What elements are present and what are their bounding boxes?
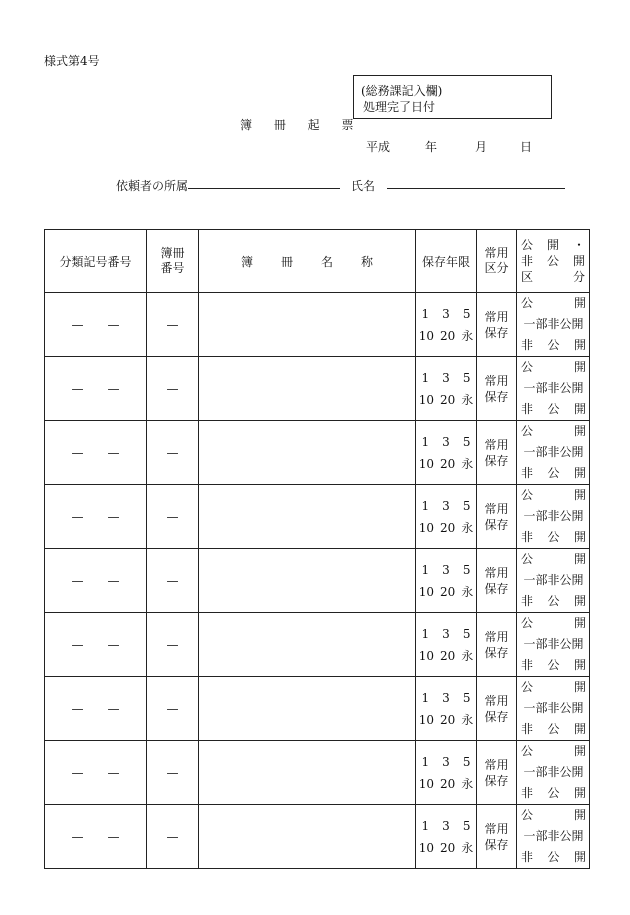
regular-use-l1: 常用 (484, 757, 509, 772)
disclosure-option-public[interactable] (521, 485, 586, 506)
book-name-cell[interactable] (199, 421, 416, 485)
retention-option[interactable]: 10 (418, 776, 434, 791)
disclosure-opt1-a: 公 (521, 424, 534, 438)
regular-use-l1: 常用 (484, 309, 509, 324)
retention-option[interactable]: 永 (461, 712, 474, 727)
book-no-cell[interactable] (147, 677, 199, 741)
retention-option[interactable]: 20 (439, 392, 456, 407)
disclosure-opt1-b: 開 (573, 488, 586, 502)
table-row (45, 293, 590, 357)
regular-use-cell[interactable] (477, 549, 517, 613)
admin-box-date-label: 処理完了日付 (363, 100, 436, 114)
col-header-book-name-1: 簿 (240, 254, 253, 269)
disclosure-option-public[interactable] (521, 741, 586, 762)
retention-option[interactable]: 10 (418, 456, 434, 471)
class-dash: — (107, 317, 120, 332)
disclosure-opt3-b: 公 (547, 402, 560, 416)
book-no-cell[interactable] (147, 549, 199, 613)
page-title: 簿 冊 起 票 (240, 118, 363, 132)
disclosure-opt3-b: 公 (547, 850, 560, 864)
disclosure-option-public[interactable] (521, 805, 586, 826)
class-dash: — (107, 829, 120, 844)
class-dash: — (107, 637, 120, 652)
regular-use-cell[interactable] (477, 677, 517, 741)
col-header-regular-l1: 常用 (484, 246, 509, 260)
book-name-cell[interactable] (199, 805, 416, 869)
table-row (45, 613, 590, 677)
retention-option[interactable]: 3 (442, 306, 450, 321)
retention-option[interactable]: 永 (461, 584, 474, 599)
regular-use-cell[interactable] (477, 613, 517, 677)
book-no-dash: — (166, 509, 179, 524)
ledger-table (44, 229, 590, 869)
date-era: 平成 (366, 140, 391, 154)
disc-hdr-1c: ・ (572, 238, 585, 252)
disclosure-option-partial[interactable]: 一部非公開 (523, 829, 584, 843)
retention-cell[interactable] (416, 549, 477, 613)
disclosure-opt3-c: 開 (573, 338, 586, 352)
class-dash: — (107, 765, 120, 780)
col-header-book-no (147, 230, 199, 293)
regular-use-cell[interactable] (477, 741, 517, 805)
disclosure-opt3-c: 開 (573, 722, 586, 736)
regular-use-l2: 保存 (484, 389, 509, 404)
disclosure-opt3-b: 公 (547, 722, 560, 736)
book-no-cell[interactable] (147, 741, 199, 805)
retention-option[interactable]: 5 (462, 818, 471, 833)
col-header-disclosure (517, 230, 590, 293)
disclosure-option-private[interactable] (521, 719, 586, 740)
date-year-label[interactable]: 年 (425, 140, 438, 154)
retention-option[interactable]: 永 (461, 392, 474, 407)
class-code-cell[interactable] (45, 485, 147, 549)
retention-option[interactable]: 永 (461, 328, 474, 343)
disc-hdr-2b: 公 (546, 254, 559, 268)
retention-option[interactable]: 永 (461, 456, 474, 471)
retention-option[interactable]: 3 (442, 498, 450, 513)
retention-option[interactable]: 20 (439, 648, 456, 663)
regular-use-cell[interactable] (477, 485, 517, 549)
retention-option[interactable]: 1 (421, 498, 430, 513)
retention-option[interactable]: 1 (421, 626, 430, 641)
disclosure-cell[interactable] (517, 805, 590, 869)
retention-option[interactable]: 10 (418, 520, 434, 535)
table-row (45, 421, 590, 485)
col-header-regular-l2: 区分 (484, 261, 509, 275)
disclosure-cell[interactable] (517, 549, 590, 613)
retention-option[interactable]: 5 (462, 370, 471, 385)
regular-use-l2: 保存 (484, 581, 509, 596)
disclosure-option-private[interactable] (521, 847, 586, 868)
regular-use-l2: 保存 (484, 645, 509, 660)
retention-option[interactable]: 1 (421, 690, 430, 705)
disclosure-opt3-c: 開 (573, 466, 586, 480)
disclosure-cell[interactable] (517, 677, 590, 741)
disclosure-option-private[interactable] (521, 399, 586, 420)
form-number: 様式第4号 (44, 54, 100, 68)
regular-use-l2: 保存 (484, 517, 509, 532)
disclosure-opt3-a: 非 (521, 658, 534, 672)
regular-use-l2: 保存 (484, 773, 509, 788)
table-row (45, 485, 590, 549)
disclosure-opt1-b: 開 (573, 552, 586, 566)
class-dash: — (107, 445, 120, 460)
regular-use-l1: 常用 (484, 821, 509, 836)
disclosure-cell[interactable] (517, 613, 590, 677)
retention-option[interactable]: 10 (418, 328, 434, 343)
disclosure-opt3-c: 開 (573, 786, 586, 800)
requester-dept-label: 依頼者の所属 (116, 179, 189, 193)
class-code-cell[interactable] (45, 293, 147, 357)
col-header-book-no-l2: 番号 (160, 261, 185, 275)
book-name-cell[interactable] (199, 485, 416, 549)
retention-option[interactable]: 5 (462, 754, 471, 769)
retention-option[interactable]: 5 (462, 434, 471, 449)
retention-option[interactable]: 1 (421, 562, 430, 577)
retention-option[interactable]: 1 (421, 434, 430, 449)
class-dash: — (71, 509, 84, 524)
retention-option[interactable]: 3 (442, 562, 450, 577)
requester-name-label: 氏名 (351, 179, 376, 193)
retention-option[interactable]: 永 (461, 840, 474, 855)
disclosure-option-partial[interactable]: 一部非公開 (523, 445, 584, 459)
retention-cell[interactable] (416, 293, 477, 357)
disclosure-opt1-a: 公 (521, 616, 534, 630)
class-dash: — (71, 445, 84, 460)
admin-box-label: (総務課記入欄) (361, 84, 443, 98)
regular-use-l1: 常用 (484, 693, 509, 708)
col-header-regular (477, 230, 517, 293)
disclosure-opt1-b: 開 (573, 296, 586, 310)
book-no-dash: — (166, 381, 179, 396)
retention-option[interactable]: 20 (439, 584, 456, 599)
retention-cell[interactable] (416, 805, 477, 869)
table-row (45, 805, 590, 869)
regular-use-cell[interactable] (477, 357, 517, 421)
table-row (45, 741, 590, 805)
disclosure-opt3-b: 公 (547, 466, 560, 480)
class-code-cell[interactable] (45, 421, 147, 485)
disclosure-option-public[interactable] (521, 293, 586, 314)
class-dash: — (71, 573, 84, 588)
book-no-cell[interactable] (147, 485, 199, 549)
disclosure-opt3-c: 開 (573, 530, 586, 544)
retention-option[interactable]: 1 (421, 306, 430, 321)
disclosure-option-partial[interactable]: 一部非公開 (523, 509, 584, 523)
disclosure-option-private[interactable] (521, 591, 586, 612)
disclosure-opt1-a: 公 (521, 488, 534, 502)
disclosure-opt1-a: 公 (521, 808, 534, 822)
regular-use-l1: 常用 (484, 629, 509, 644)
book-name-cell[interactable] (199, 741, 416, 805)
retention-option[interactable]: 10 (418, 584, 434, 599)
disclosure-opt1-a: 公 (521, 744, 534, 758)
retention-option[interactable]: 1 (421, 370, 430, 385)
disclosure-opt1-a: 公 (521, 296, 534, 310)
retention-option[interactable]: 20 (439, 520, 456, 535)
disclosure-option-private[interactable] (521, 783, 586, 804)
requester-name-field[interactable] (387, 188, 565, 189)
retention-option[interactable]: 5 (462, 626, 471, 641)
book-no-dash: — (166, 701, 179, 716)
disc-hdr-1a: 公 (521, 238, 534, 252)
regular-use-cell[interactable] (477, 421, 517, 485)
disclosure-option-partial[interactable]: 一部非公開 (523, 765, 584, 779)
disclosure-opt3-a: 非 (521, 594, 534, 608)
disclosure-opt3-a: 非 (521, 402, 534, 416)
class-code-cell[interactable] (45, 741, 147, 805)
book-name-cell[interactable] (199, 357, 416, 421)
retention-option[interactable]: 20 (439, 776, 456, 791)
class-dash: — (71, 829, 84, 844)
retention-option[interactable]: 10 (418, 648, 434, 663)
disclosure-option-private[interactable] (521, 463, 586, 484)
class-dash: — (71, 637, 84, 652)
retention-option[interactable]: 永 (461, 648, 474, 663)
retention-option[interactable]: 20 (439, 456, 456, 471)
disclosure-option-partial[interactable]: 一部非公開 (523, 637, 584, 651)
disclosure-opt3-a: 非 (521, 530, 534, 544)
book-name-cell[interactable] (199, 293, 416, 357)
date-day-label[interactable]: 日 (520, 140, 533, 154)
disclosure-option-public[interactable] (521, 613, 586, 634)
class-dash: — (107, 573, 120, 588)
table-header-row (45, 230, 590, 293)
disclosure-opt1-b: 開 (573, 616, 586, 630)
disclosure-opt1-a: 公 (521, 680, 534, 694)
date-month-label[interactable]: 月 (475, 140, 488, 154)
class-code-cell[interactable] (45, 677, 147, 741)
disclosure-option-public[interactable] (521, 421, 586, 442)
col-header-book-no-l1: 簿冊 (160, 246, 185, 260)
disclosure-opt1-a: 公 (521, 552, 534, 566)
disclosure-opt1-b: 開 (573, 744, 586, 758)
col-header-retention: 保存年限 (416, 230, 477, 293)
requester-dept-field[interactable] (188, 188, 340, 189)
disclosure-cell[interactable] (517, 357, 590, 421)
book-no-dash: — (166, 829, 179, 844)
disclosure-option-public[interactable] (521, 357, 586, 378)
disclosure-option-partial[interactable]: 一部非公開 (523, 573, 584, 587)
book-no-cell[interactable] (147, 357, 199, 421)
retention-option[interactable]: 3 (442, 434, 450, 449)
disc-hdr-3a: 区 (521, 270, 534, 284)
disclosure-opt3-b: 公 (547, 594, 560, 608)
book-name-cell[interactable] (199, 677, 416, 741)
disclosure-opt1-b: 開 (573, 424, 586, 438)
retention-cell[interactable] (416, 741, 477, 805)
disclosure-opt3-c: 開 (573, 850, 586, 864)
disclosure-cell[interactable] (517, 293, 590, 357)
disc-hdr-2c: 開 (572, 254, 585, 268)
regular-use-cell[interactable] (477, 293, 517, 357)
class-dash: — (71, 701, 84, 716)
retention-option[interactable]: 1 (421, 818, 430, 833)
class-code-cell[interactable] (45, 613, 147, 677)
retention-cell[interactable] (416, 485, 477, 549)
book-no-dash: — (166, 445, 179, 460)
retention-option[interactable]: 5 (462, 306, 471, 321)
retention-option[interactable]: 20 (439, 840, 456, 855)
disc-hdr-2a: 非 (521, 254, 534, 268)
disclosure-opt3-a: 非 (521, 722, 534, 736)
table-row (45, 357, 590, 421)
book-no-cell[interactable] (147, 421, 199, 485)
disclosure-opt3-a: 非 (521, 466, 534, 480)
disclosure-opt3-a: 非 (521, 338, 534, 352)
disclosure-opt3-a: 非 (521, 786, 534, 800)
table-row (45, 549, 590, 613)
retention-option[interactable]: 10 (418, 840, 434, 855)
book-no-dash: — (166, 765, 179, 780)
retention-option[interactable]: 5 (462, 498, 471, 513)
book-name-cell[interactable] (199, 549, 416, 613)
regular-use-l1: 常用 (484, 437, 509, 452)
disc-hdr-1b: 開 (546, 238, 559, 252)
class-dash: — (107, 381, 120, 396)
class-dash: — (71, 765, 84, 780)
class-dash: — (71, 317, 84, 332)
class-dash: — (107, 509, 120, 524)
table-row (45, 677, 590, 741)
retention-option[interactable]: 永 (461, 776, 474, 791)
book-no-dash: — (166, 637, 179, 652)
disclosure-option-partial[interactable]: 一部非公開 (523, 381, 584, 395)
disclosure-opt3-c: 開 (573, 658, 586, 672)
disclosure-cell[interactable] (517, 741, 590, 805)
book-no-dash: — (166, 573, 179, 588)
disclosure-option-partial[interactable]: 一部非公開 (523, 701, 584, 715)
retention-option[interactable]: 3 (442, 754, 450, 769)
book-no-cell[interactable] (147, 293, 199, 357)
retention-option[interactable]: 20 (439, 328, 456, 343)
disclosure-opt3-c: 開 (573, 594, 586, 608)
regular-use-l2: 保存 (484, 837, 509, 852)
class-dash: — (71, 381, 84, 396)
book-no-cell[interactable] (147, 613, 199, 677)
book-no-cell[interactable] (147, 805, 199, 869)
regular-use-l1: 常用 (484, 565, 509, 580)
retention-cell[interactable] (416, 677, 477, 741)
retention-option[interactable]: 5 (462, 562, 471, 577)
retention-option[interactable]: 5 (462, 690, 471, 705)
retention-option[interactable]: 10 (418, 392, 434, 407)
retention-option[interactable]: 永 (461, 520, 474, 535)
disclosure-cell[interactable] (517, 485, 590, 549)
retention-option[interactable]: 3 (442, 370, 450, 385)
disclosure-opt3-b: 公 (547, 338, 560, 352)
disclosure-option-private[interactable] (521, 655, 586, 676)
regular-use-l1: 常用 (484, 501, 509, 516)
disclosure-opt3-c: 開 (573, 402, 586, 416)
retention-cell[interactable] (416, 357, 477, 421)
disclosure-cell[interactable] (517, 421, 590, 485)
disclosure-option-private[interactable] (521, 335, 586, 356)
disclosure-opt3-b: 公 (547, 786, 560, 800)
disclosure-option-public[interactable] (521, 549, 586, 570)
class-dash: — (107, 701, 120, 716)
regular-use-l2: 保存 (484, 325, 509, 340)
class-code-cell[interactable] (45, 357, 147, 421)
col-header-book-name-2: 冊 (280, 254, 293, 269)
disclosure-option-private[interactable] (521, 527, 586, 548)
col-header-book-name (199, 230, 416, 293)
retention-cell[interactable] (416, 421, 477, 485)
disclosure-opt3-b: 公 (547, 658, 560, 672)
retention-option[interactable]: 10 (418, 712, 434, 727)
disclosure-opt1-b: 開 (573, 360, 586, 374)
disclosure-option-partial[interactable]: 一部非公開 (523, 317, 584, 331)
retention-option[interactable]: 1 (421, 754, 430, 769)
col-header-class-code: 分類記号番号 (45, 230, 147, 293)
book-name-cell[interactable] (199, 613, 416, 677)
regular-use-cell[interactable] (477, 805, 517, 869)
retention-option[interactable]: 3 (442, 690, 450, 705)
disclosure-opt3-b: 公 (547, 530, 560, 544)
regular-use-l2: 保存 (484, 453, 509, 468)
retention-option[interactable]: 3 (442, 818, 450, 833)
retention-cell[interactable] (416, 613, 477, 677)
retention-option[interactable]: 3 (442, 626, 450, 641)
col-header-book-name-4: 称 (361, 254, 374, 269)
disclosure-opt1-a: 公 (521, 360, 534, 374)
disc-hdr-3b: 分 (572, 270, 585, 284)
class-code-cell[interactable] (45, 549, 147, 613)
disclosure-opt1-b: 開 (573, 680, 586, 694)
retention-option[interactable]: 20 (439, 712, 456, 727)
col-header-book-name-3: 名 (321, 254, 334, 269)
disclosure-option-public[interactable] (521, 677, 586, 698)
book-no-dash: — (166, 317, 179, 332)
disclosure-opt1-b: 開 (573, 808, 586, 822)
class-code-cell[interactable] (45, 805, 147, 869)
disclosure-opt3-a: 非 (521, 850, 534, 864)
regular-use-l1: 常用 (484, 373, 509, 388)
regular-use-l2: 保存 (484, 709, 509, 724)
